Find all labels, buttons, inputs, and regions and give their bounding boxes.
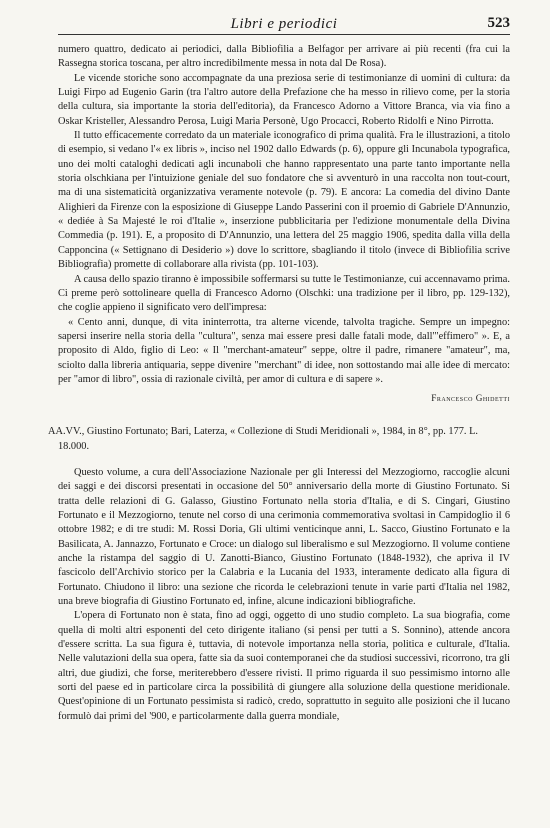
review-olschki	[58, 43, 510, 403]
paragraph: Il tutto efficacemente corredato da un materiale iconografico di prima qualità. Fra le illustrazioni, a titolo di esempio, si vedano l'« ex libris », inciso nel 1902 dallo Edwards (p. 6), oppure gli Incunabola typografica, uno dei molti cataloghi dedicati agli incunaboli che hanno rappresentato una parte tanto importante nella storia olschkiana per l'intuizione geniale del suo fondatore che si avventurò in una raccolta non tout-court, ma di una sistematicità organizzativa veramente notevole (p. 79). E ancora: La comedia del divino Dante Alighieri da Firenze con la esposizione di Giuseppe Lando Passerini con il proemio di Gabriele D'Annunzio, « dediée à Sa Majesté le roi d'Italie », inserzione pubblicitaria per l'edizione monumentale della Divina Commedia (p. 191). E, a proposito di D'Annunzio, una lettera del 25 maggio 1906, spedita dalla villa della Capponcina (« Settignano di Desiderio ») dove lo scrittore, sbagliando il titolo (invece di Bibliofilia scrive Bibliografia) promette di collaborare alla rivista (pp. 101-103).	[58, 130, 510, 271]
page-header	[58, 12, 510, 35]
paragraph: Questo volume, a cura dell'Associazione Nazionale per gli Interessi del Mezzogiorno, raccoglie alcuni dei saggi e dei discorsi presentati in occasione del 50° anniversario della morte di Giustino Fortunato. Si tratta delle relazioni di G. Galasso, Giustino Fortunato nella storia d'Italia, e di S. Cingari, Giustino Fortunato e il Mezzogiorno, tenute nel corso di una cerimonia commemorativa svoltasi in Campidoglio il 6 ottobre 1982; e di tre studi: M. Rossi Doria, Gli ultimi venticinque anni, L. Sacco, Giustino Fortunato e la Basilicata, A. Jannazzo, Fortunato e Croce: un dialogo sul liberalismo e sul Mezzogiorno. Il volume contiene anche la ristampa del saggio di U. Zanotti-Bianco, Giustino Fortunato (1848-1932), che apriva il IV fascicolo dell'Archivio storico per la Calabria e la Lucania del 1933, interamente dedicato alla figura di Fortunato. Chiudono il libro: una sezione che ricorda le celebrazioni tenute in varie parti d'Italia nel 1982, una breve biografia di Giustino Fortunato ed, infine, alcune indicazioni bibliografiche.	[58, 466, 510, 608]
paragraph: Le vicende storiche sono accompagnate da una preziosa serie di testimonianze di uomini di cultura: da Luigi Firpo ad Eugenio Garin (tra l'altro autore della Prefazione che ha messo in rilievo come, per la storia della cultura, sia importante la storia dell'editoria), da Francesco Adorno a Vittore Branca, via via fino a Oskar Kristeller, Alessandro Perosa, Luigi Maria Personè, Ugo Procacci, Roberto Ridolfi e Nino Pirrotta.	[58, 72, 510, 127]
book-citation: AA.VV., Giustino Fortunato; Bari, Laterza, « Collezione di Studi Meridionali », 1984, in 8°, pp. 177. L. 18.000.	[48, 426, 479, 452]
review-author: Francesco Ghidetti	[431, 393, 510, 404]
paragraph: L'opera di Fortunato non è stata, fino ad oggi, oggetto di uno studio completo. La sua biografia, come quella di molti altri esponenti del ceto dirigente italiano (si pensi per tutti a S. Sonnino), attende ancora d'essere scritta. La sua figura è, tuttavia, di notevole importanza nella storia, politica e culturale, d'Italia. Nelle valutazioni della sua opera, fatte sia da suoi contemporanei che da studiosi successivi, ricorrono, tra gli altri, due giudizi, che forse, meriterebbero d'essere rivisti. Il primo riguarda il suo pessimismo intorno alle sorti del paese ed in particolare circa la possibilità di giungere alla soluzione della questione meridionale. Quest'opinione di un Fortunato pessimista si radicò, credo, soprattutto in seguito alle posizioni che il lucano formulò dai primi del '900, e particolarmente dalla guerra mondiale,	[58, 610, 510, 722]
page-number: 523	[487, 15, 510, 31]
paragraph: numero quattro, dedicato ai periodici, dalla Bibliofilia a Belfagor per arrivare ai più recenti (fra cui la Rassegna storica toscana, per altro incredibilmente messa in nota dal De Rosa).	[58, 44, 510, 70]
review-fortunato	[48, 425, 510, 724]
paragraph: A causa dello spazio tiranno è impossibile soffermarsi su tutte le Testimonianze, cui accennavamo prima. Ci preme però sottolineare quella di Francesco Adorno (Olschki: una tradizione per il libro, pp. 129-132), che coglie appieno il significato vero dell'impresa:	[58, 273, 510, 314]
running-title: Libri e periodici	[230, 16, 338, 32]
quotation: « Cento anni, dunque, di vita ininterrotta, tra alterne vicende, talvolta tragiche. Sempre un impegno: sapersi inserire nella storia della "cultura", senza mai essere presi dalle fatali mode, dall'"effimero" ». E, a proposito di Aldo, figlio di Leo: « Il "merchant-amateur" seppe, oltre il padre, rimanere "amateur", ma, sciolto dalla libreria antiquaria, seppe divenire "merchant" di idee, non sottostando mai alle idee di mercato: per "amor di libro", ossia di razionale civiltà, per amor di cultura e di sapere ».	[58, 316, 510, 385]
section-separator	[58, 403, 510, 421]
